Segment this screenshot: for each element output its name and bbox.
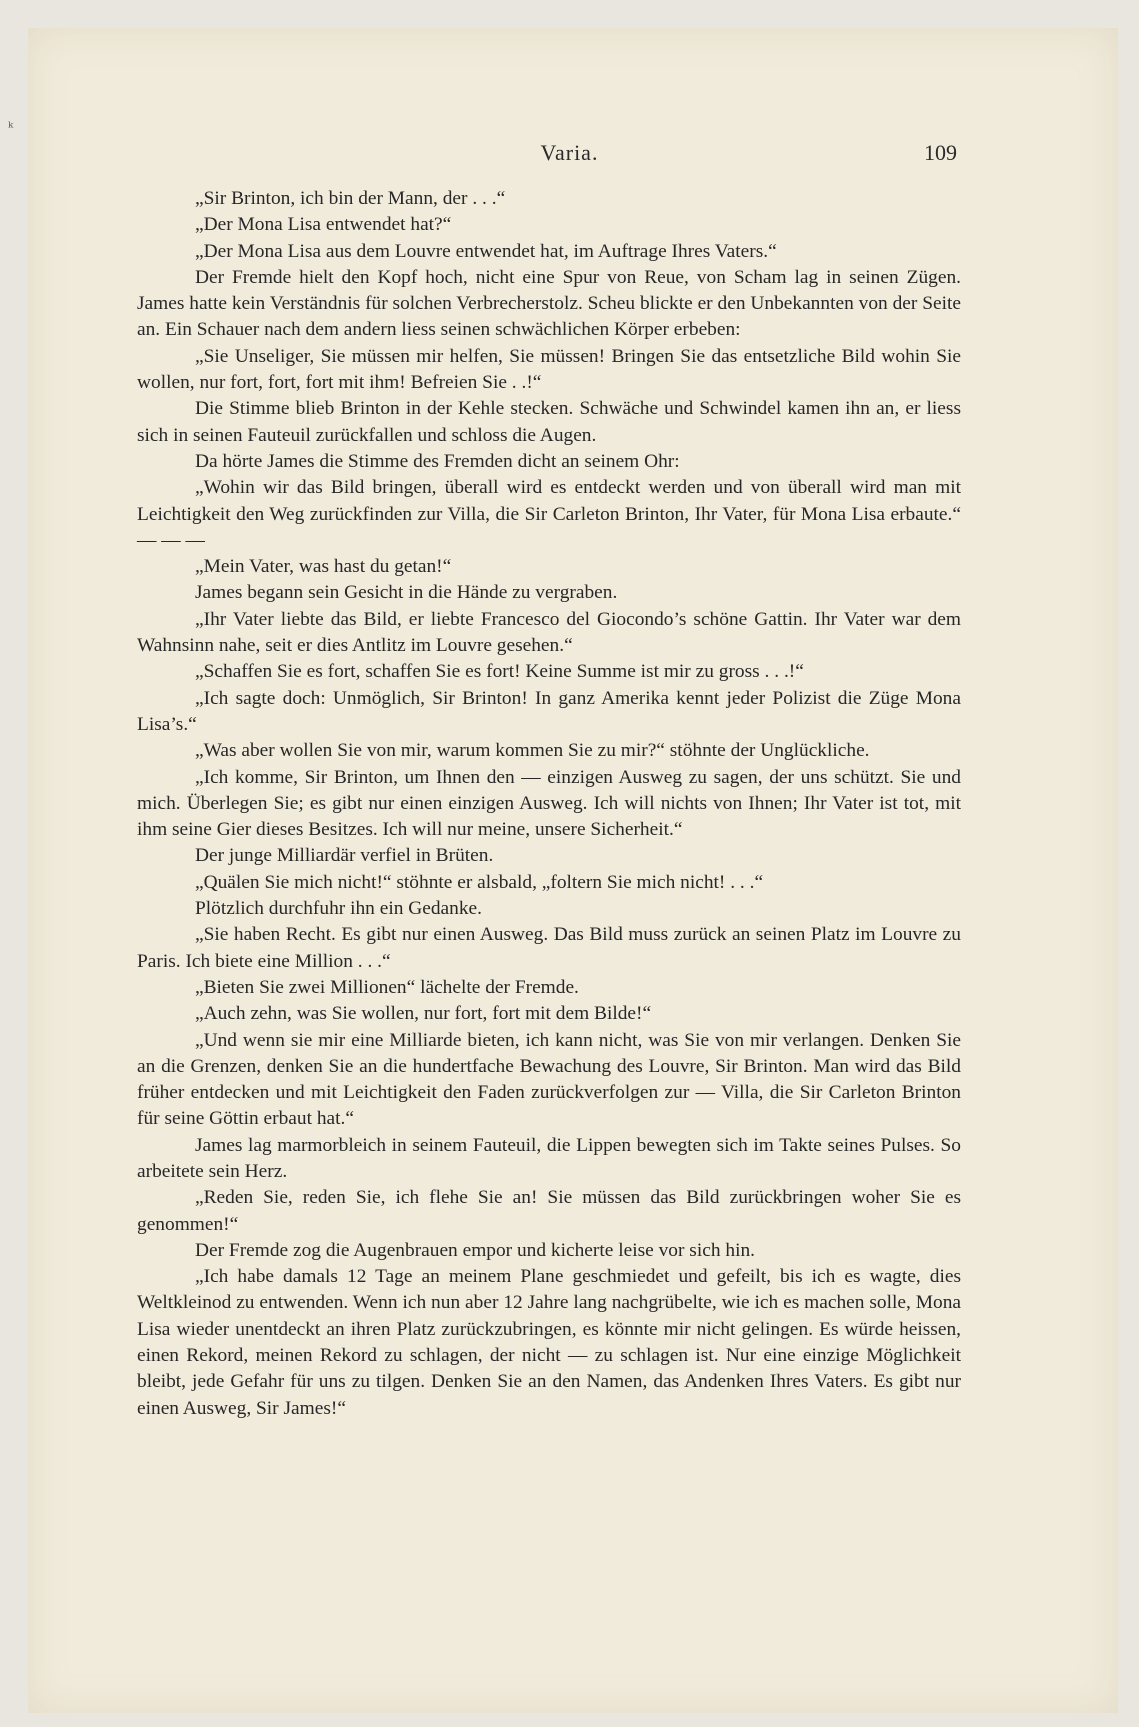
paragraph: „Sir Brinton, ich bin der Mann, der . . .“ <box>195 188 506 209</box>
paragraph: „Bieten Sie zwei Millionen“ lächelte der Fremde. <box>195 976 579 998</box>
margin-mark: ᵏ <box>8 120 14 136</box>
paragraph: Da hörte James die Stimme des Fremden dicht an seinem Ohr: <box>195 450 680 472</box>
paragraph: „Auch zehn, was Sie wollen, nur fort, fort mit dem Bilde!“ <box>195 1003 652 1025</box>
paragraph: Die Stimme blieb Brinton in der Kehle stecken. Schwäche und Schwindel kamen ihn an, er liess sich in seinen Fauteuil zurückfallen und schloss die Augen. <box>137 398 961 446</box>
page-header <box>0 140 1139 170</box>
paragraph: „Wohin wir das Bild bringen, überall wird es entdeckt werden und von überall wird man mit Leichtigkeit den Weg zurückfinden zur Villa, die Sir Carleton Brinton, Ihr Vater, für Mona Lisa erbaute.“ — — — <box>137 477 961 551</box>
paragraph: „Ich komme, Sir Brinton, um Ihnen den — einzigen Ausweg zu sagen, der uns schützt. Sie und mich. Überlegen Sie; es gibt nur einen einzigen Ausweg. Ich will nichts von Ihnen; Ihr Vater ist tot, mit ihm seine Gier dieses Besitzes. Ich will nur meine, unsere Sicherheit.“ <box>137 766 961 841</box>
paragraph: „Und wenn sie mir eine Milliarde bieten, ich kann nicht, was Sie von mir verlangen. Denken Sie an die Grenzen, denken Sie an die hundertfache Bewachung des Louvre, Sir Brinton. Man wird das Bild früher entdecken und mit Leichtigkeit den Faden zurückverfolgen zur — Villa, die Sir Carleton Brinton für seine Göttin erbaut hat.“ <box>137 1029 961 1130</box>
paragraph: Der Fremde zog die Augenbrauen empor und kicherte leise vor sich hin. <box>195 1239 755 1261</box>
paragraph: „Ich sagte doch: Unmöglich, Sir Brinton! In ganz Amerika kennt jeder Polizist die Züge Mona Lisa’s.“ <box>137 687 961 735</box>
paragraph: „Was aber wollen Sie von mir, warum kommen Sie zu mir?“ stöhnte der Unglückliche. <box>195 740 870 762</box>
paragraph: Der Fremde hielt den Kopf hoch, nicht eine Spur von Reue, von Scham lag in seinen Zügen. James hatte kein Verständnis für solchen Verbrecherstolz. Scheu blickte er den Unbekannten von der Seite an. Ein Schauer nach dem andern liess seinen schwächlichen Körper erbeben: <box>137 266 961 341</box>
paragraph: „Sie Unseliger, Sie müssen mir helfen, Sie müssen! Bringen Sie das entsetzliche Bild wohin Sie wollen, nur fort, fort, fort mit ihm! Befreien Sie . .!“ <box>137 345 961 394</box>
paragraph: „Mein Vater, was hast du getan!“ <box>195 556 452 578</box>
paragraph: „Schaffen Sie es fort, schaffen Sie es fort! Keine Summe ist mir zu gross . . .!“ <box>195 661 804 683</box>
paragraph: „Der Mona Lisa entwendet hat?“ <box>195 214 452 236</box>
paragraph: „Sie haben Recht. Es gibt nur einen Ausweg. Das Bild muss zurück an seinen Platz im Louvre zu Paris. Ich biete eine Million . . .“ <box>137 924 961 972</box>
paragraph: Plötzlich durchfuhr ihn ein Gedanke. <box>195 898 483 920</box>
body-text <box>137 186 961 1422</box>
running-title: Varia. <box>540 140 599 165</box>
paragraph: James lag marmorbleich in seinem Fauteuil, die Lippen bewegten sich im Takte seines Pulses. So arbeitete sein Herz. <box>137 1134 961 1182</box>
paragraph: „Der Mona Lisa aus dem Louvre entwendet hat, im Auftrage Ihres Vaters.“ <box>195 240 777 262</box>
paragraph: „Quälen Sie mich nicht!“ stöhnte er alsbald, „foltern Sie mich nicht! . . .“ <box>195 871 764 893</box>
paragraph: Der junge Milliardär verfiel in Brüten. <box>195 845 494 867</box>
page-number: 109 <box>924 140 957 165</box>
paragraph: „Ihr Vater liebte das Bild, er liebte Francesco del Giocondo’s schöne Gattin. Ihr Vater war dem Wahnsinn nahe, seit er dies Antlitz im Louvre gesehen.“ <box>137 608 961 657</box>
paragraph: „Ich habe damals 12 Tage an meinem Plane geschmiedet und gefeilt, bis ich es wagte, dies Weltkleinod zu entwenden. Wenn ich nun aber 12 Jahre lang nachgrübelte, wie ich es machen solle, Mona Lisa wieder unentdeckt an ihren Platz zurückzubringen, es könnte mir nicht gelingen. Es würde heissen, einen Rekord, meinen Rekord zu schlagen, der nicht — zu schlagen ist. Nur eine einzige Möglichkeit bleibt, jede Gefahr für uns zu tilgen. Denken Sie an den Namen, das Andenken Ihres Vaters. Es gibt nur einen Ausweg, Sir James!“ <box>137 1266 961 1419</box>
paragraph: James begann sein Gesicht in die Hände zu vergraben. <box>195 582 618 604</box>
paragraph: „Reden Sie, reden Sie, ich flehe Sie an! Sie müssen das Bild zurückbringen woher Sie es genommen!“ <box>137 1187 961 1235</box>
